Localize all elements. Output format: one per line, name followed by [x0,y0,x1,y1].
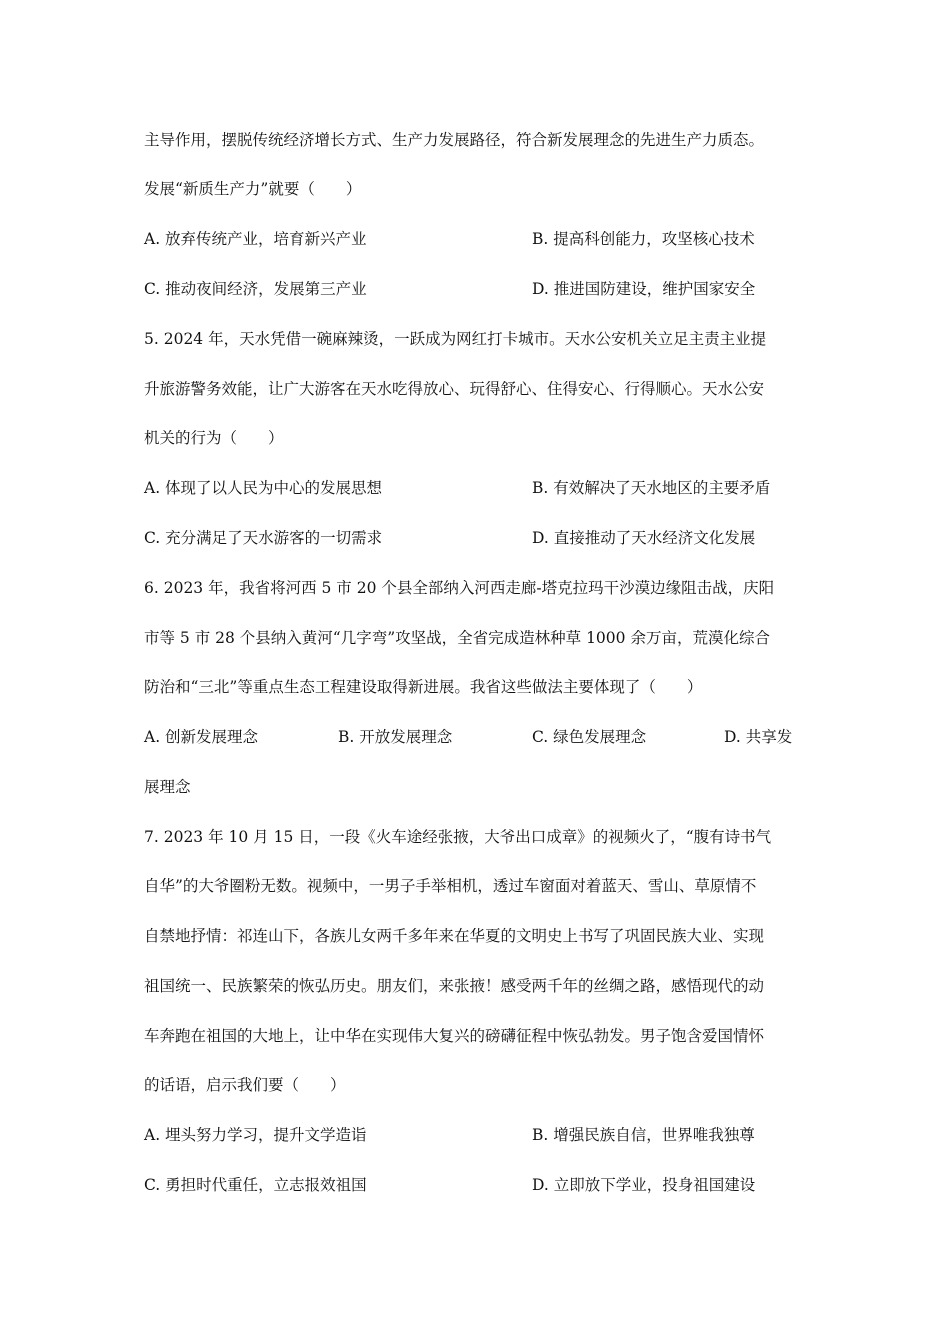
q5-stem-line-1: 5. 2024 年，天水凭借一碗麻辣烫，一跃成为网红打卡城市。天水公安机关立足主责主业提 [144,330,767,348]
q6-option-d: D. 共享发 [724,728,793,746]
q6-stem-line-1: 6. 2023 年，我省将河西 5 市 20 个县全部纳入河西走廊-塔克拉玛干沙漠边缘阻击战，庆阳 [144,579,775,597]
q7-stem-line-5: 车奔跑在祖国的大地上，让中华在实现伟大复兴的磅礴征程中恢弘勃发。男子饱含爱国情怀 [144,1027,765,1045]
q7-option-b: B. 增强民族自信，世界唯我独尊 [532,1126,755,1144]
q7-stem-line-2: 自华”的大爷圈粉无数。视频中，一男子手举相机，透过车窗面对着蓝天、雪山、草原情不 [144,877,757,895]
q5-stem-line-2: 升旅游警务效能，让广大游客在天水吃得放心、玩得舒心、住得安心、行得顺心。天水公安 [144,380,765,398]
q6-option-d-wrap: 展理念 [144,778,191,796]
q4-option-b: B. 提高科创能力，攻坚核心技术 [532,230,755,248]
q4-option-a: A. 放弃传统产业，培育新兴产业 [144,230,367,248]
q4-stem-line-2: 发展“新质生产力”就要（ ） [144,180,362,198]
q4-option-c: C. 推动夜间经济，发展第三产业 [144,280,367,298]
q4-stem-line-1: 主导作用，摆脱传统经济增长方式、生产力发展路径，符合新发展理念的先进生产力质态。 [144,131,765,149]
q6-option-b: B. 开放发展理念 [338,728,453,746]
q6-option-c: C. 绿色发展理念 [532,728,647,746]
q7-stem-line-4: 祖国统一、民族繁荣的恢弘历史。朋友们，来张掖！感受两千年的丝绸之路，感悟现代的动 [144,977,765,995]
q7-option-d: D. 立即放下学业，投身祖国建设 [532,1176,756,1194]
q4-option-d: D. 推进国防建设，维护国家安全 [532,280,756,298]
q5-option-b: B. 有效解决了天水地区的主要矛盾 [532,479,771,497]
q7-option-c: C. 勇担时代重任，立志报效祖国 [144,1176,367,1194]
q7-option-a: A. 埋头努力学习，提升文学造诣 [144,1126,367,1144]
q6-stem-line-2: 市等 5 市 28 个县纳入黄河“几字弯”攻坚战，全省完成造林种草 1000 余万亩，荒漠化综合 [144,629,770,647]
q7-stem-line-6: 的话语，启示我们要（ ） [144,1076,346,1094]
q6-stem-line-3: 防治和“三北”等重点生态工程建设取得新进展。我省这些做法主要体现了（ ） [144,678,703,696]
q7-stem-line-3: 自禁地抒情：祁连山下，各族儿女两千多年来在华夏的文明史上书写了巩固民族大业、实现 [144,927,765,945]
q5-stem-line-3: 机关的行为（ ） [144,429,284,447]
q5-option-a: A. 体现了以人民为中心的发展思想 [144,479,383,497]
q7-stem-line-1: 7. 2023 年 10 月 15 日，一段《火车途经张掖，大爷出口成章》的视频火了，“腹有诗书气 [144,828,772,846]
q6-option-a: A. 创新发展理念 [144,728,259,746]
q5-option-d: D. 直接推动了天水经济文化发展 [532,529,756,547]
q5-option-c: C. 充分满足了天水游客的一切需求 [144,529,383,547]
